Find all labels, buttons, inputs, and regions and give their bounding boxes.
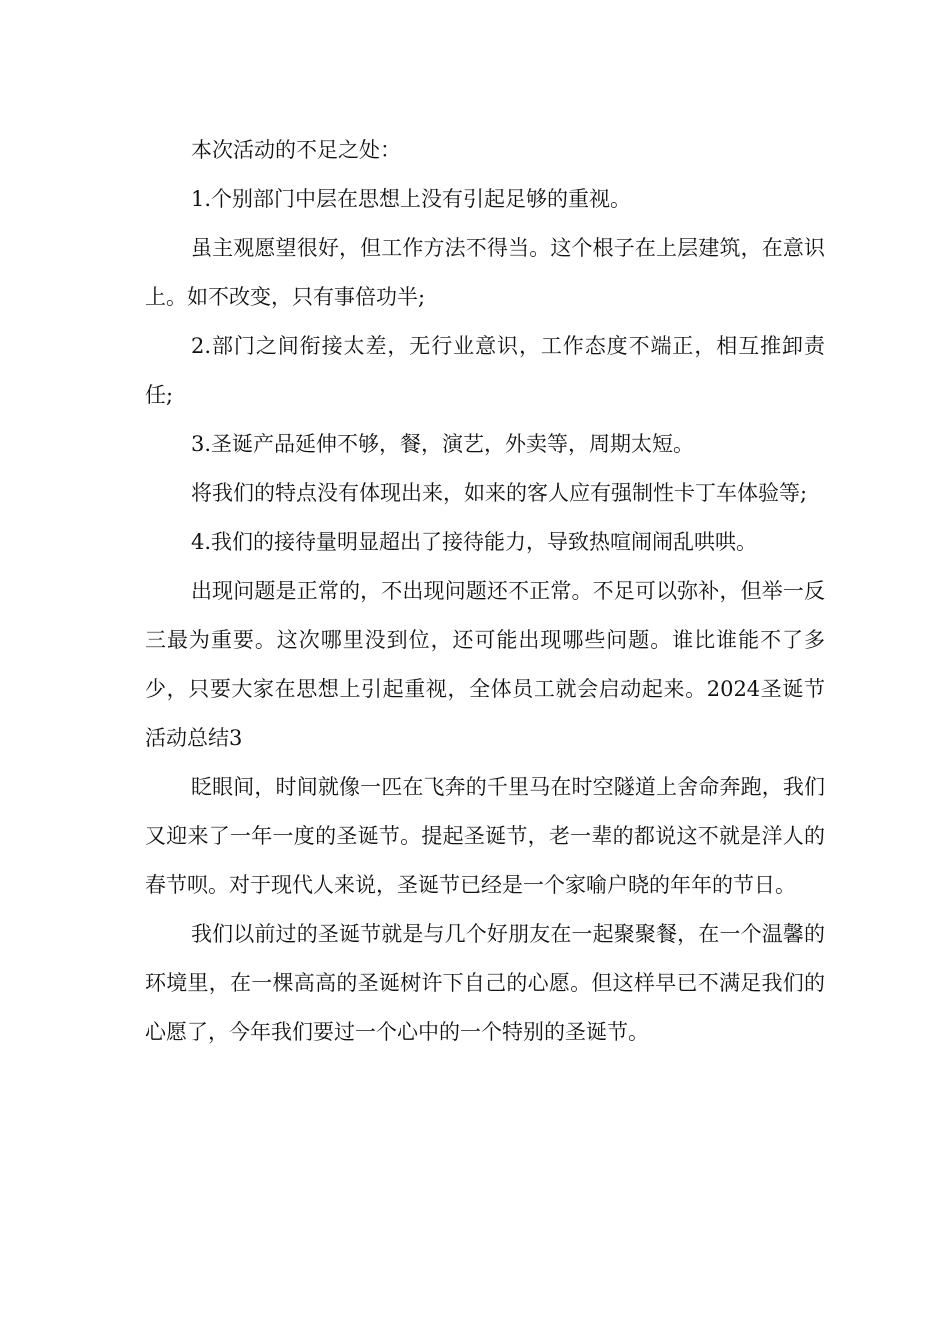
paragraph-christmas-past: 我们以前过的圣诞节就是与几个好朋友在一起聚聚餐，在一个温馨的环境里，在一棵高高的圣诞树许下自己的心愿。但这样早已不满足我们的心愿了，今年我们要过一个心中的一个特别的圣诞节。 bbox=[145, 922, 825, 1044]
paragraph-christmas-intro: 眨眼间，时间就像一匹在飞奔的千里马在时空隧道上舍命奔跑，我们又迎来了一年一度的圣诞节。提起圣诞节，老一辈的都说这不就是洋人的春节呗。对于现代人来说，圣诞节已经是一个家喻户晓的年年的节日。 bbox=[145, 775, 825, 897]
paragraph-point-3-detail: 将我们的特点没有体现出来，如来的客人应有强制性卡丁车体验等; bbox=[191, 481, 808, 505]
paragraph-point-2: 2.部门之间衔接太差，无行业意识，工作态度不端正，相互推卸责任; bbox=[145, 334, 825, 407]
paragraph-shortcomings-heading: 本次活动的不足之处： bbox=[191, 138, 401, 162]
paragraph-point-3: 3.圣诞产品延伸不够，餐，演艺，外卖等，周期太短。 bbox=[191, 432, 695, 456]
paragraph-conclusion: 出现问题是正常的，不出现问题还不正常。不足可以弥补，但举一反三最为重要。这次哪里没到位，还可能出现哪些问题。谁比谁能不了多少，只要大家在思想上引起重视，全体员工就会启动起来。2024圣诞节活动总结3 bbox=[145, 579, 825, 750]
paragraph-point-1-detail: 虽主观愿望很好，但工作方法不得当。这个根子在上层建筑，在意识上。如不改变，只有事倍功半; bbox=[145, 236, 825, 309]
paragraph-point-1: 1.个别部门中层在思想上没有引起足够的重视。 bbox=[191, 187, 632, 211]
paragraph-point-4: 4.我们的接待量明显超出了接待能力，导致热喧闹闹乱哄哄。 bbox=[191, 530, 758, 554]
document-page bbox=[145, 126, 825, 1057]
